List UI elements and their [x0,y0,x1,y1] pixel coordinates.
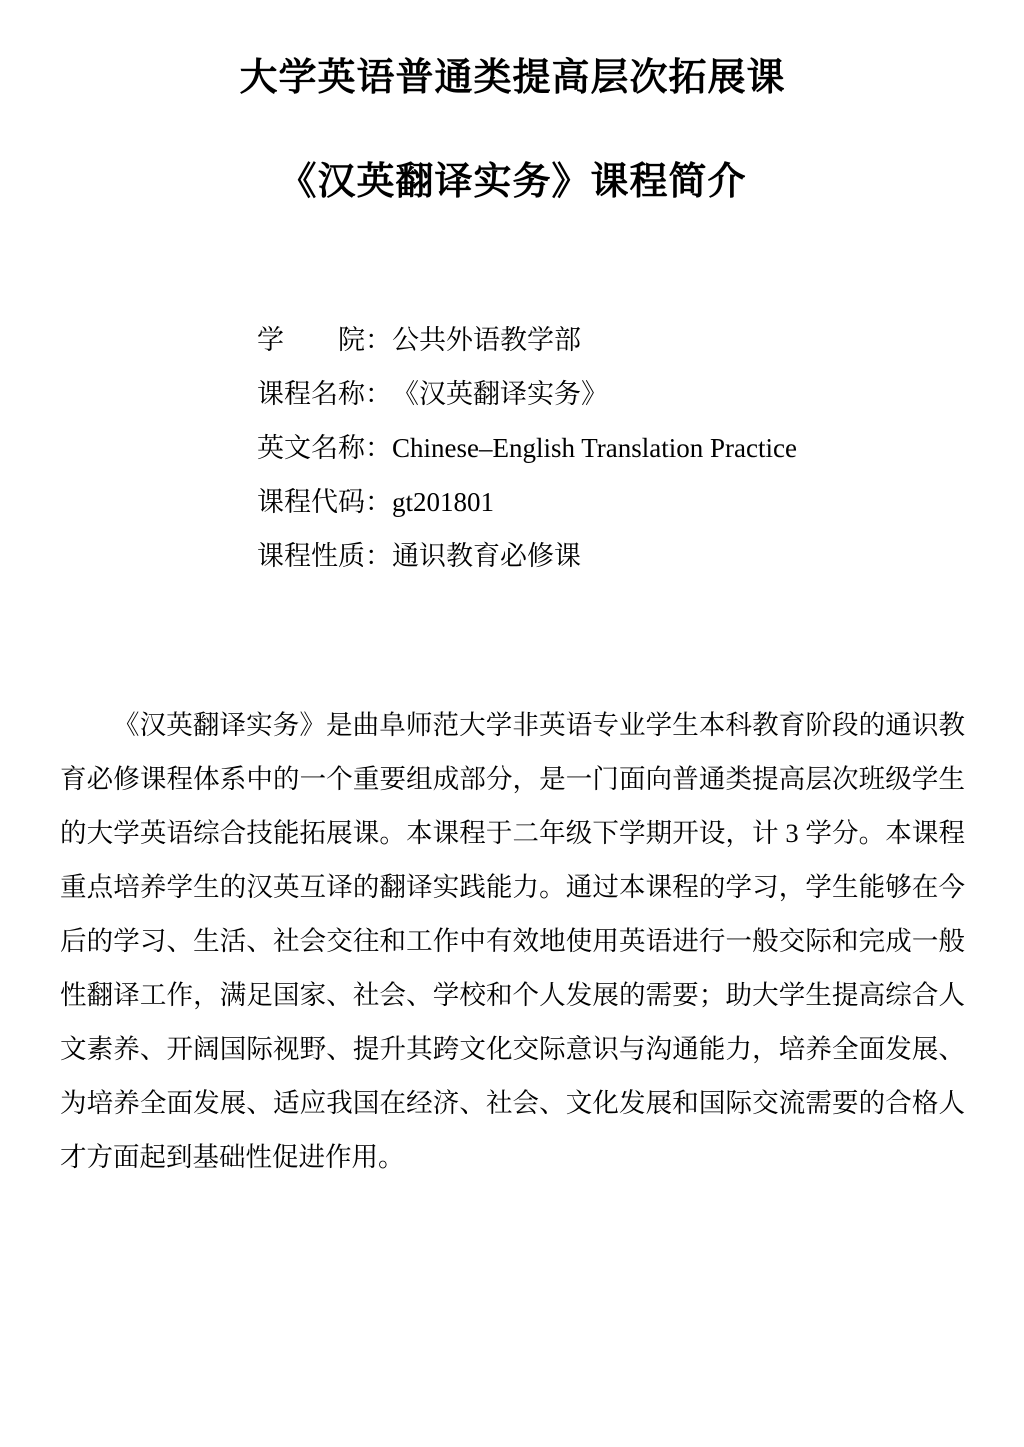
info-label-course-name: 课程名称： [257,379,392,409]
info-label-course-type: 课程性质： [257,541,392,571]
info-value-course-name: 《汉英翻译实务》 [392,379,608,409]
info-label-college: 学 院： [257,325,392,355]
info-value-course-type: 通识教育必修课 [392,541,581,571]
info-value-course-code: gt201801 [392,487,495,517]
info-row-english-name [257,421,965,475]
info-row-course-name [257,367,965,421]
info-label-course-code: 课程代码： [257,487,392,517]
page-subtitle: 《汉英翻译实务》课程简介 [278,161,747,203]
info-value-college: 公共外语教学部 [392,325,581,355]
info-row-course-code [257,475,965,529]
page-title: 大学英语普通类提高层次拓展课 [239,57,786,99]
info-row-course-type [257,529,965,583]
info-value-english-name: Chinese–English Translation Practice [392,433,797,463]
course-info-block [257,313,965,583]
course-description: 《汉英翻译实务》是曲阜师范大学非英语专业学生本科教育阶段的通识教育必修课程体系中的一个重要组成部分，是一门面向普通类提高层次班级学生的大学英语综合技能拓展课。本课程于二年级下学期开设，计 3 学分。本课程重点培养学生的汉英互译的翻译实践能力。通过本课程的学习，学生能够在今后的学习、生活、社会交往和工作中有效地使用英语进行一般交际和完成一般性翻译工作，满足国家、社会、学校和个人发展的需要；助大学生提高综合人文素养、开阔国际视野、提升其跨文化交际意识与沟通能力，培养全面发展、为培养全面发展、适应我国在经济、社会、文化发展和国际交流需要的合格人才方面起到基础性促进作用。 [60,710,965,1172]
info-label-english-name: 英文名称： [257,433,392,463]
info-row-college [257,313,965,367]
